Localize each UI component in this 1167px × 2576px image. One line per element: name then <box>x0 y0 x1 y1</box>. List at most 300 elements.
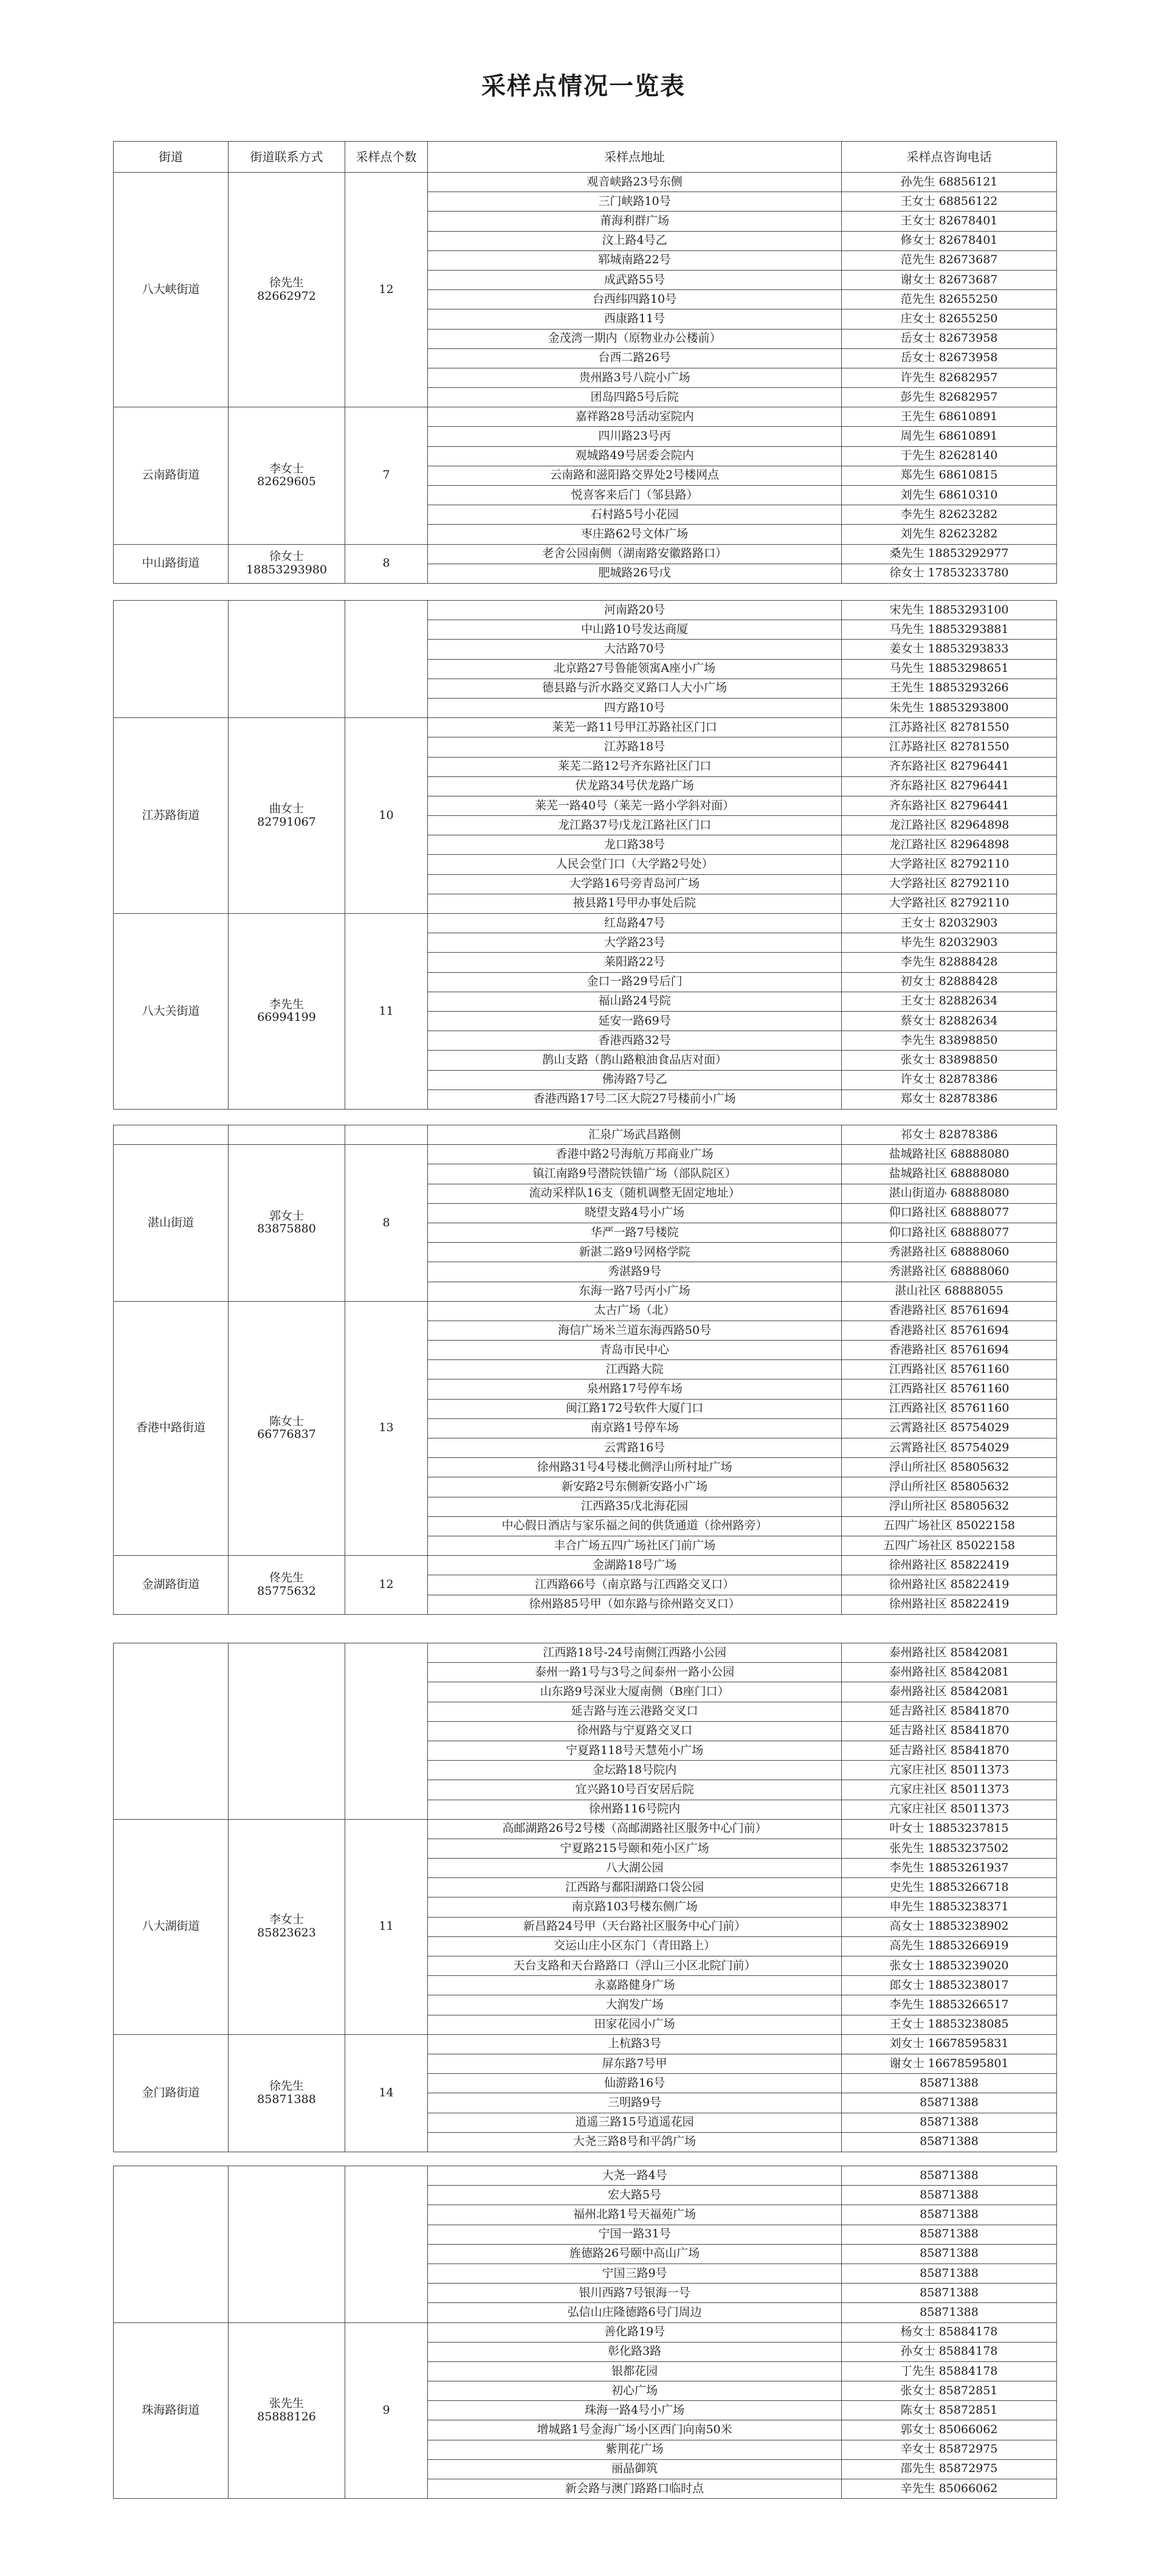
site-phone: 李先生 82888428 <box>842 953 1057 972</box>
site-address: 云霄路16号 <box>428 1438 842 1458</box>
site-phone: 85871388 <box>842 2284 1057 2303</box>
site-phone: 李先生 18853266517 <box>842 1995 1057 2015</box>
street-contact <box>229 2322 345 2499</box>
site-phone: 杨女士 85884178 <box>842 2322 1057 2342</box>
contact-name: 李先生 <box>269 997 304 1011</box>
table-row <box>114 2166 1057 2186</box>
site-address: 龙口路38号 <box>428 835 842 855</box>
site-address: 徐州路116号院内 <box>428 1800 842 1819</box>
site-address: 仙游路16号 <box>428 2074 842 2093</box>
site-phone: 叶女士 18853237815 <box>842 1819 1057 1839</box>
site-address: 江西路35戊北海花园 <box>428 1497 842 1516</box>
site-address: 宁夏路118号天慧苑小广场 <box>428 1741 842 1760</box>
site-address: 大润发广场 <box>428 1995 842 2015</box>
site-phone: 范先生 82655250 <box>842 290 1057 309</box>
site-phone: 毕先生 82032903 <box>842 933 1057 953</box>
site-address: 大沽路70号 <box>428 640 842 659</box>
site-phone: 湛山街道办 68888080 <box>842 1184 1057 1203</box>
site-count: 12 <box>345 173 428 407</box>
site-phone: 浮山所社区 85805632 <box>842 1477 1057 1497</box>
site-phone: 马先生 18853293881 <box>842 620 1057 640</box>
street-name: 八大峡街道 <box>114 173 229 407</box>
site-address: 莱芜二路12号齐东路社区门口 <box>428 757 842 776</box>
street-contact <box>229 2166 345 2323</box>
site-phone: 郑先生 68610815 <box>842 466 1057 485</box>
contact-phone: 85775632 <box>257 1584 316 1598</box>
site-address: 德县路与沂水路交叉路口人大小广场 <box>428 679 842 698</box>
site-address: 莱阳路22号 <box>428 953 842 972</box>
street-name <box>114 601 229 718</box>
site-address: 宁夏路215号颐和苑小区广场 <box>428 1839 842 1858</box>
site-count: 9 <box>345 2322 428 2499</box>
site-phone: 大学路社区 82792110 <box>842 874 1057 894</box>
site-phone: 王女士 18853238085 <box>842 2015 1057 2034</box>
site-address: 汶上路4号乙 <box>428 231 842 250</box>
site-phone: 浮山所社区 85805632 <box>842 1497 1057 1516</box>
site-count: 10 <box>345 718 428 914</box>
site-address: 中心假日酒店与家乐福之间的供货通道（徐州路旁） <box>428 1516 842 1536</box>
sampling-table-block <box>113 141 1057 584</box>
site-phone: 刘女士 16678595831 <box>842 2034 1057 2054</box>
site-address: 江西路与鄱阳湖路口袋公园 <box>428 1878 842 1897</box>
site-phone: 85871388 <box>842 2113 1057 2132</box>
site-address: 银川西路7号银海一号 <box>428 2284 842 2303</box>
street-contact <box>229 718 345 914</box>
site-phone: 秀湛路社区 68888060 <box>842 1243 1057 1262</box>
site-phone: 陈女士 85872851 <box>842 2401 1057 2420</box>
site-address: 旌德路26号颐中高山广场 <box>428 2244 842 2263</box>
site-phone: 李先生 18853261937 <box>842 1859 1057 1878</box>
site-count <box>345 1643 428 1820</box>
site-phone: 85871388 <box>842 2166 1057 2186</box>
site-phone: 彭先生 82682957 <box>842 388 1057 407</box>
site-phone: 五四广场社区 85022158 <box>842 1516 1057 1536</box>
site-phone: 延吉路社区 85841870 <box>842 1741 1057 1760</box>
site-address: 云南路和滋阳路交界处2号楼网点 <box>428 466 842 485</box>
site-phone: 亢家庄社区 85011373 <box>842 1761 1057 1780</box>
site-address: 宁国一路31号 <box>428 2225 842 2244</box>
street-contact <box>229 544 345 583</box>
site-address: 逍遥三路15号逍遥花园 <box>428 2113 842 2132</box>
site-address: 老舍公园南侧（湖南路安徽路路口） <box>428 544 842 564</box>
table-row <box>114 2322 1057 2342</box>
site-phone: 李先生 82623282 <box>842 505 1057 525</box>
site-phone: 王女士 82032903 <box>842 914 1057 933</box>
contact-name: 陈女士 <box>269 1414 304 1428</box>
site-phone: 85871388 <box>842 2263 1057 2283</box>
site-address: 香港西路17号二区大院27号楼前小广场 <box>428 1089 842 1109</box>
site-phone: 江西路社区 85761160 <box>842 1360 1057 1380</box>
site-address: 莱芜一路40号（莱芜一路小学斜对面） <box>428 796 842 815</box>
sampling-table-block <box>113 600 1057 1110</box>
contact-phone: 18853293980 <box>246 563 327 577</box>
street-name: 八大关街道 <box>114 914 229 1110</box>
site-phone: 85871388 <box>842 2074 1057 2093</box>
site-phone: 王先生 18853293266 <box>842 679 1057 698</box>
site-address: 镇江南路9号潜院铁锚广场（部队院区） <box>428 1164 842 1184</box>
site-address: 新安路2号东侧新安路小广场 <box>428 1477 842 1497</box>
site-phone: 祁女士 82878386 <box>842 1125 1057 1145</box>
site-phone: 大学路社区 82792110 <box>842 855 1057 874</box>
site-phone: 85871388 <box>842 2132 1057 2152</box>
table-row <box>114 407 1057 427</box>
site-address: 八大湖公园 <box>428 1859 842 1878</box>
site-address: 上杭路3号 <box>428 2034 842 2054</box>
site-address: 海信广场米兰道东海西路50号 <box>428 1321 842 1340</box>
sampling-table-block <box>113 1643 1057 2152</box>
site-address: 大尧一路4号 <box>428 2166 842 2186</box>
site-phone: 王女士 68856122 <box>842 192 1057 212</box>
site-phone: 延吉路社区 85841870 <box>842 1702 1057 1721</box>
site-phone: 庄女士 82655250 <box>842 309 1057 329</box>
table-row <box>114 2034 1057 2054</box>
site-phone: 桑先生 18853292977 <box>842 544 1057 564</box>
site-address: 天台支路和天台路路口（浮山三小区北院门前） <box>428 1956 842 1976</box>
site-address: 金湖路18号广场 <box>428 1556 842 1575</box>
street-name <box>114 2166 229 2323</box>
site-address: 大尧三路8号和平鸽广场 <box>428 2132 842 2152</box>
street-contact <box>229 1643 345 1820</box>
table-row <box>114 718 1057 737</box>
site-address: 四方路10号 <box>428 698 842 717</box>
site-address: 初心广场 <box>428 2381 842 2401</box>
site-phone: 邵先生 85872975 <box>842 2459 1057 2479</box>
site-address: 泉州路17号停车场 <box>428 1380 842 1399</box>
site-phone: 于先生 82628140 <box>842 446 1057 466</box>
site-address: 永嘉路健身广场 <box>428 1976 842 1995</box>
site-phone: 徐州路社区 85822419 <box>842 1556 1057 1575</box>
site-phone: 宋先生 18853293100 <box>842 601 1057 620</box>
site-address: 流动采样队16支（随机调整无固定地址） <box>428 1184 842 1203</box>
site-address: 珠海一路4号小广场 <box>428 2401 842 2420</box>
site-address: 河南路20号 <box>428 601 842 620</box>
site-address: 秀湛路9号 <box>428 1262 842 1282</box>
site-address: 四川路23号丙 <box>428 427 842 446</box>
table-row <box>114 1125 1057 1145</box>
site-phone: 85871388 <box>842 2244 1057 2263</box>
contact-name: 徐女士 <box>269 550 304 564</box>
site-phone: 张女士 85872851 <box>842 2381 1057 2401</box>
site-phone: 郭女士 85066062 <box>842 2420 1057 2440</box>
contact-name: 张先生 <box>269 2397 304 2410</box>
site-count: 8 <box>345 544 428 583</box>
site-address: 北京路27号鲁能领寓A座小广场 <box>428 659 842 679</box>
street-contact <box>229 914 345 1110</box>
site-address: 弘信山庄隆德路6号门周边 <box>428 2303 842 2322</box>
site-address: 贵州路3号八院小广场 <box>428 368 842 387</box>
site-phone: 香港路社区 85761694 <box>842 1301 1057 1321</box>
site-phone: 王先生 68610891 <box>842 407 1057 427</box>
site-address: 交运山庄小区东门（青田路上） <box>428 1936 842 1956</box>
table-header-row <box>114 142 1057 173</box>
column-header: 街道 <box>114 142 229 173</box>
site-phone: 江西路社区 85761160 <box>842 1380 1057 1399</box>
street-name: 珠海路街道 <box>114 2322 229 2499</box>
street-name: 云南路街道 <box>114 407 229 544</box>
site-phone: 香港路社区 85761694 <box>842 1341 1057 1360</box>
site-address: 金口一路29号后门 <box>428 972 842 992</box>
column-header: 街道联系方式 <box>229 142 345 173</box>
site-address: 悦喜客来后门（邹县路） <box>428 486 842 505</box>
site-phone: 徐州路社区 85822419 <box>842 1575 1057 1595</box>
contact-phone: 82629605 <box>257 475 316 489</box>
street-name <box>114 1643 229 1820</box>
site-phone: 徐州路社区 85822419 <box>842 1595 1057 1614</box>
site-phone: 高女士 18853238902 <box>842 1917 1057 1936</box>
site-phone: 谢女士 82673687 <box>842 270 1057 289</box>
site-phone: 仰口路社区 68888077 <box>842 1203 1057 1223</box>
site-address: 三门峡路10号 <box>428 192 842 212</box>
site-address: 汇泉广场武昌路侧 <box>428 1125 842 1145</box>
site-phone: 辛先生 85066062 <box>842 2479 1057 2499</box>
site-address: 龙江路37号戊龙江路社区门口 <box>428 816 842 835</box>
site-address: 宏大路5号 <box>428 2186 842 2205</box>
site-phone: 85871388 <box>842 2186 1057 2205</box>
contact-phone: 82662972 <box>257 289 316 303</box>
site-address: 太古广场（北） <box>428 1301 842 1321</box>
site-phone: 亢家庄社区 85011373 <box>842 1780 1057 1800</box>
site-address: 南京路1号停车场 <box>428 1418 842 1438</box>
street-contact <box>229 1819 345 2034</box>
site-address: 彰化路3路 <box>428 2342 842 2361</box>
site-address: 西康路11号 <box>428 309 842 329</box>
site-address: 山东路9号深业大厦南侧（B座门口） <box>428 1682 842 1702</box>
street-name: 中山路街道 <box>114 544 229 583</box>
site-phone: 丁先生 85884178 <box>842 2361 1057 2381</box>
site-count: 7 <box>345 407 428 544</box>
contact-name: 李女士 <box>269 461 304 475</box>
site-phone: 孙先生 68856121 <box>842 173 1057 192</box>
site-count: 8 <box>345 1145 428 1302</box>
table-row <box>114 544 1057 564</box>
contact-phone: 83875880 <box>257 1222 316 1236</box>
table-row <box>114 1301 1057 1321</box>
site-address: 福州北路1号天福苑广场 <box>428 2205 842 2225</box>
site-phone: 张先生 18853237502 <box>842 1839 1057 1858</box>
site-phone: 周先生 68610891 <box>842 427 1057 446</box>
site-count: 14 <box>345 2034 428 2152</box>
site-phone: 蔡女士 82882634 <box>842 1011 1057 1031</box>
site-address: 石村路5号小花园 <box>428 505 842 525</box>
street-contact <box>229 1145 345 1302</box>
site-phone: 盐城路社区 68888080 <box>842 1145 1057 1164</box>
site-phone: 龙江路社区 82964898 <box>842 816 1057 835</box>
site-address: 大学路23号 <box>428 933 842 953</box>
site-address: 佛涛路7号乙 <box>428 1070 842 1089</box>
site-phone: 泰州路社区 85842081 <box>842 1682 1057 1702</box>
site-address: 观音峡路23号东侧 <box>428 173 842 192</box>
site-address: 台西纬四路10号 <box>428 290 842 309</box>
site-phone: 云霄路社区 85754029 <box>842 1418 1057 1438</box>
table-row <box>114 1556 1057 1575</box>
site-phone: 初女士 82888428 <box>842 972 1057 992</box>
site-address: 掖县路1号甲办事处后院 <box>428 894 842 913</box>
site-address: 金坛路18号院内 <box>428 1761 842 1780</box>
site-address: 新湛二路9号网格学院 <box>428 1243 842 1262</box>
site-phone: 85871388 <box>842 2303 1057 2322</box>
site-address: 徐州路与宁夏路交叉口 <box>428 1721 842 1741</box>
column-header: 采样点咨询电话 <box>842 142 1057 173</box>
site-count <box>345 601 428 718</box>
site-phone: 泰州路社区 85842081 <box>842 1663 1057 1682</box>
site-address: 田家花园小广场 <box>428 2015 842 2034</box>
site-phone: 85871388 <box>842 2225 1057 2244</box>
site-address: 晓望支路4号小广场 <box>428 1203 842 1223</box>
sampling-table-block <box>113 1125 1057 1615</box>
site-address: 香港西路32号 <box>428 1031 842 1051</box>
site-address: 三明路9号 <box>428 2093 842 2113</box>
site-address: 紫荆花广场 <box>428 2440 842 2459</box>
site-phone: 史先生 18853266718 <box>842 1878 1057 1897</box>
site-phone: 齐东路社区 82796441 <box>842 757 1057 776</box>
site-phone: 江西路社区 85761160 <box>842 1399 1057 1418</box>
site-address: 红岛路47号 <box>428 914 842 933</box>
site-address: 新昌路24号甲（天台路社区服务中心门前） <box>428 1917 842 1936</box>
site-address: 郓城南路22号 <box>428 250 842 270</box>
site-phone: 修女士 82678401 <box>842 231 1057 250</box>
site-count: 13 <box>345 1301 428 1555</box>
site-address: 新会路与澳门路路口临时点 <box>428 2479 842 2499</box>
street-contact <box>229 173 345 407</box>
street-contact <box>229 407 345 544</box>
site-address: 莱芜一路11号甲江苏路社区门口 <box>428 718 842 737</box>
contact-name: 徐先生 <box>269 2079 304 2093</box>
site-phone: 孙女士 85884178 <box>842 2342 1057 2361</box>
street-contact <box>229 601 345 718</box>
site-address: 江苏路18号 <box>428 737 842 757</box>
contact-phone: 85823623 <box>257 1926 316 1940</box>
column-header: 采样点个数 <box>345 142 428 173</box>
contact-name: 李女士 <box>269 1913 304 1927</box>
site-phone: 仰口路社区 68888077 <box>842 1223 1057 1242</box>
site-address: 枣庄路62号文体广场 <box>428 525 842 544</box>
site-phone: 五四广场社区 85022158 <box>842 1536 1057 1555</box>
site-phone: 秀湛路社区 68888060 <box>842 1262 1057 1282</box>
site-phone: 范先生 82673687 <box>842 250 1057 270</box>
site-phone: 岳女士 82673958 <box>842 329 1057 348</box>
street-contact <box>229 1125 345 1145</box>
site-address: 青岛市民中心 <box>428 1341 842 1360</box>
table-row <box>114 914 1057 933</box>
site-address: 鹊山支路（鹊山路粮油食品店对面） <box>428 1051 842 1070</box>
site-address: 丽晶御筑 <box>428 2459 842 2479</box>
street-contact <box>229 1301 345 1555</box>
site-address: 中山路10号发达商厦 <box>428 620 842 640</box>
site-address: 延吉路与连云港路交叉口 <box>428 1702 842 1721</box>
site-address: 人民会堂门口（大学路2号处） <box>428 855 842 874</box>
site-address: 台西二路26号 <box>428 348 842 368</box>
street-name: 江苏路街道 <box>114 718 229 914</box>
site-phone: 张女士 18853239020 <box>842 1956 1057 1976</box>
street-contact <box>229 1556 345 1615</box>
table-row <box>114 1643 1057 1663</box>
site-count: 12 <box>345 1556 428 1615</box>
site-address: 丰合广场五四广场社区门前广场 <box>428 1536 842 1555</box>
contact-phone: 82791067 <box>257 815 316 829</box>
site-phone: 齐东路社区 82796441 <box>842 796 1057 815</box>
site-phone: 85871388 <box>842 2205 1057 2225</box>
site-address: 闽江路172号软件大厦门口 <box>428 1399 842 1418</box>
site-address: 徐州路85号甲（如东路与徐州路交叉口） <box>428 1595 842 1614</box>
site-phone: 江苏路社区 82781550 <box>842 718 1057 737</box>
site-phone: 姜女士 18853293833 <box>842 640 1057 659</box>
contact-name: 郭女士 <box>269 1209 304 1223</box>
street-contact <box>229 2034 345 2152</box>
site-phone: 张女士 83898850 <box>842 1051 1057 1070</box>
site-address: 东海一路7号丙小广场 <box>428 1282 842 1301</box>
site-phone: 岳女士 82673958 <box>842 348 1057 368</box>
site-phone: 辛女士 85872975 <box>842 2440 1057 2459</box>
site-phone: 大学路社区 82792110 <box>842 894 1057 913</box>
site-phone: 延吉路社区 85841870 <box>842 1721 1057 1741</box>
site-address: 江西路大院 <box>428 1360 842 1380</box>
column-header: 采样点地址 <box>428 142 842 173</box>
contact-phone: 66776837 <box>257 1428 316 1442</box>
site-phone: 齐东路社区 82796441 <box>842 776 1057 796</box>
contact-name: 曲女士 <box>269 801 304 815</box>
site-address: 伏龙路34号伏龙路广场 <box>428 776 842 796</box>
site-address: 南京路103号楼东侧广场 <box>428 1897 842 1917</box>
site-address: 延安一路69号 <box>428 1011 842 1031</box>
street-name: 八大湖街道 <box>114 1819 229 2034</box>
site-address: 华严一路7号楼院 <box>428 1223 842 1242</box>
site-address: 宁国三路9号 <box>428 2263 842 2283</box>
site-address: 江西路66号（南京路与江西路交叉口） <box>428 1575 842 1595</box>
street-name <box>114 1125 229 1145</box>
site-phone: 郎女士 18853238017 <box>842 1976 1057 1995</box>
contact-name: 佟先生 <box>269 1571 304 1585</box>
site-address: 金茂湾一期内（原物业办公楼前） <box>428 329 842 348</box>
table-row <box>114 1145 1057 1164</box>
site-address: 大学路16号旁青岛河广场 <box>428 874 842 894</box>
site-count <box>345 1125 428 1145</box>
site-phone: 王女士 82678401 <box>842 212 1057 231</box>
site-phone: 许先生 82682957 <box>842 368 1057 387</box>
site-phone: 王女士 82882634 <box>842 992 1057 1011</box>
site-address: 团岛四路5号后院 <box>428 388 842 407</box>
site-address: 宜兴路10号百安居后院 <box>428 1780 842 1800</box>
site-address: 江西路18号-24号南侧江西路小公园 <box>428 1643 842 1663</box>
site-count <box>345 2166 428 2323</box>
site-phone: 朱先生 18853293800 <box>842 698 1057 717</box>
site-phone: 湛山社区 68888055 <box>842 1282 1057 1301</box>
street-name: 金湖路街道 <box>114 1556 229 1615</box>
site-address: 香港中路2号海航万邦商业广场 <box>428 1145 842 1164</box>
site-phone: 郑女士 82878386 <box>842 1089 1057 1109</box>
site-count: 11 <box>345 914 428 1110</box>
street-name: 湛山街道 <box>114 1145 229 1302</box>
site-phone: 刘先生 68610310 <box>842 486 1057 505</box>
site-phone: 李先生 83898850 <box>842 1031 1057 1051</box>
site-address: 福山路24号院 <box>428 992 842 1011</box>
site-phone: 盐城路社区 68888080 <box>842 1164 1057 1184</box>
contact-phone: 66994199 <box>257 1010 316 1024</box>
table-row <box>114 601 1057 620</box>
table-row <box>114 1819 1057 1839</box>
site-address: 高邮湖路26号2号楼（高邮湖路社区服务中心门前） <box>428 1819 842 1839</box>
site-phone: 亢家庄社区 85011373 <box>842 1800 1057 1819</box>
site-address: 成武路55号 <box>428 270 842 289</box>
site-address: 徐州路31号4号楼北侧浮山所村址广场 <box>428 1458 842 1477</box>
site-phone: 高先生 18853266919 <box>842 1936 1057 1956</box>
site-address: 泰州一路1号与3号之间泰州一路小公园 <box>428 1663 842 1682</box>
street-name: 金门路街道 <box>114 2034 229 2152</box>
site-phone: 申先生 18853238371 <box>842 1897 1057 1917</box>
site-phone: 谢女士 16678595801 <box>842 2054 1057 2073</box>
site-phone: 徐女士 17853233780 <box>842 564 1057 583</box>
site-phone: 云霄路社区 85754029 <box>842 1438 1057 1458</box>
site-phone: 浮山所社区 85805632 <box>842 1458 1057 1477</box>
